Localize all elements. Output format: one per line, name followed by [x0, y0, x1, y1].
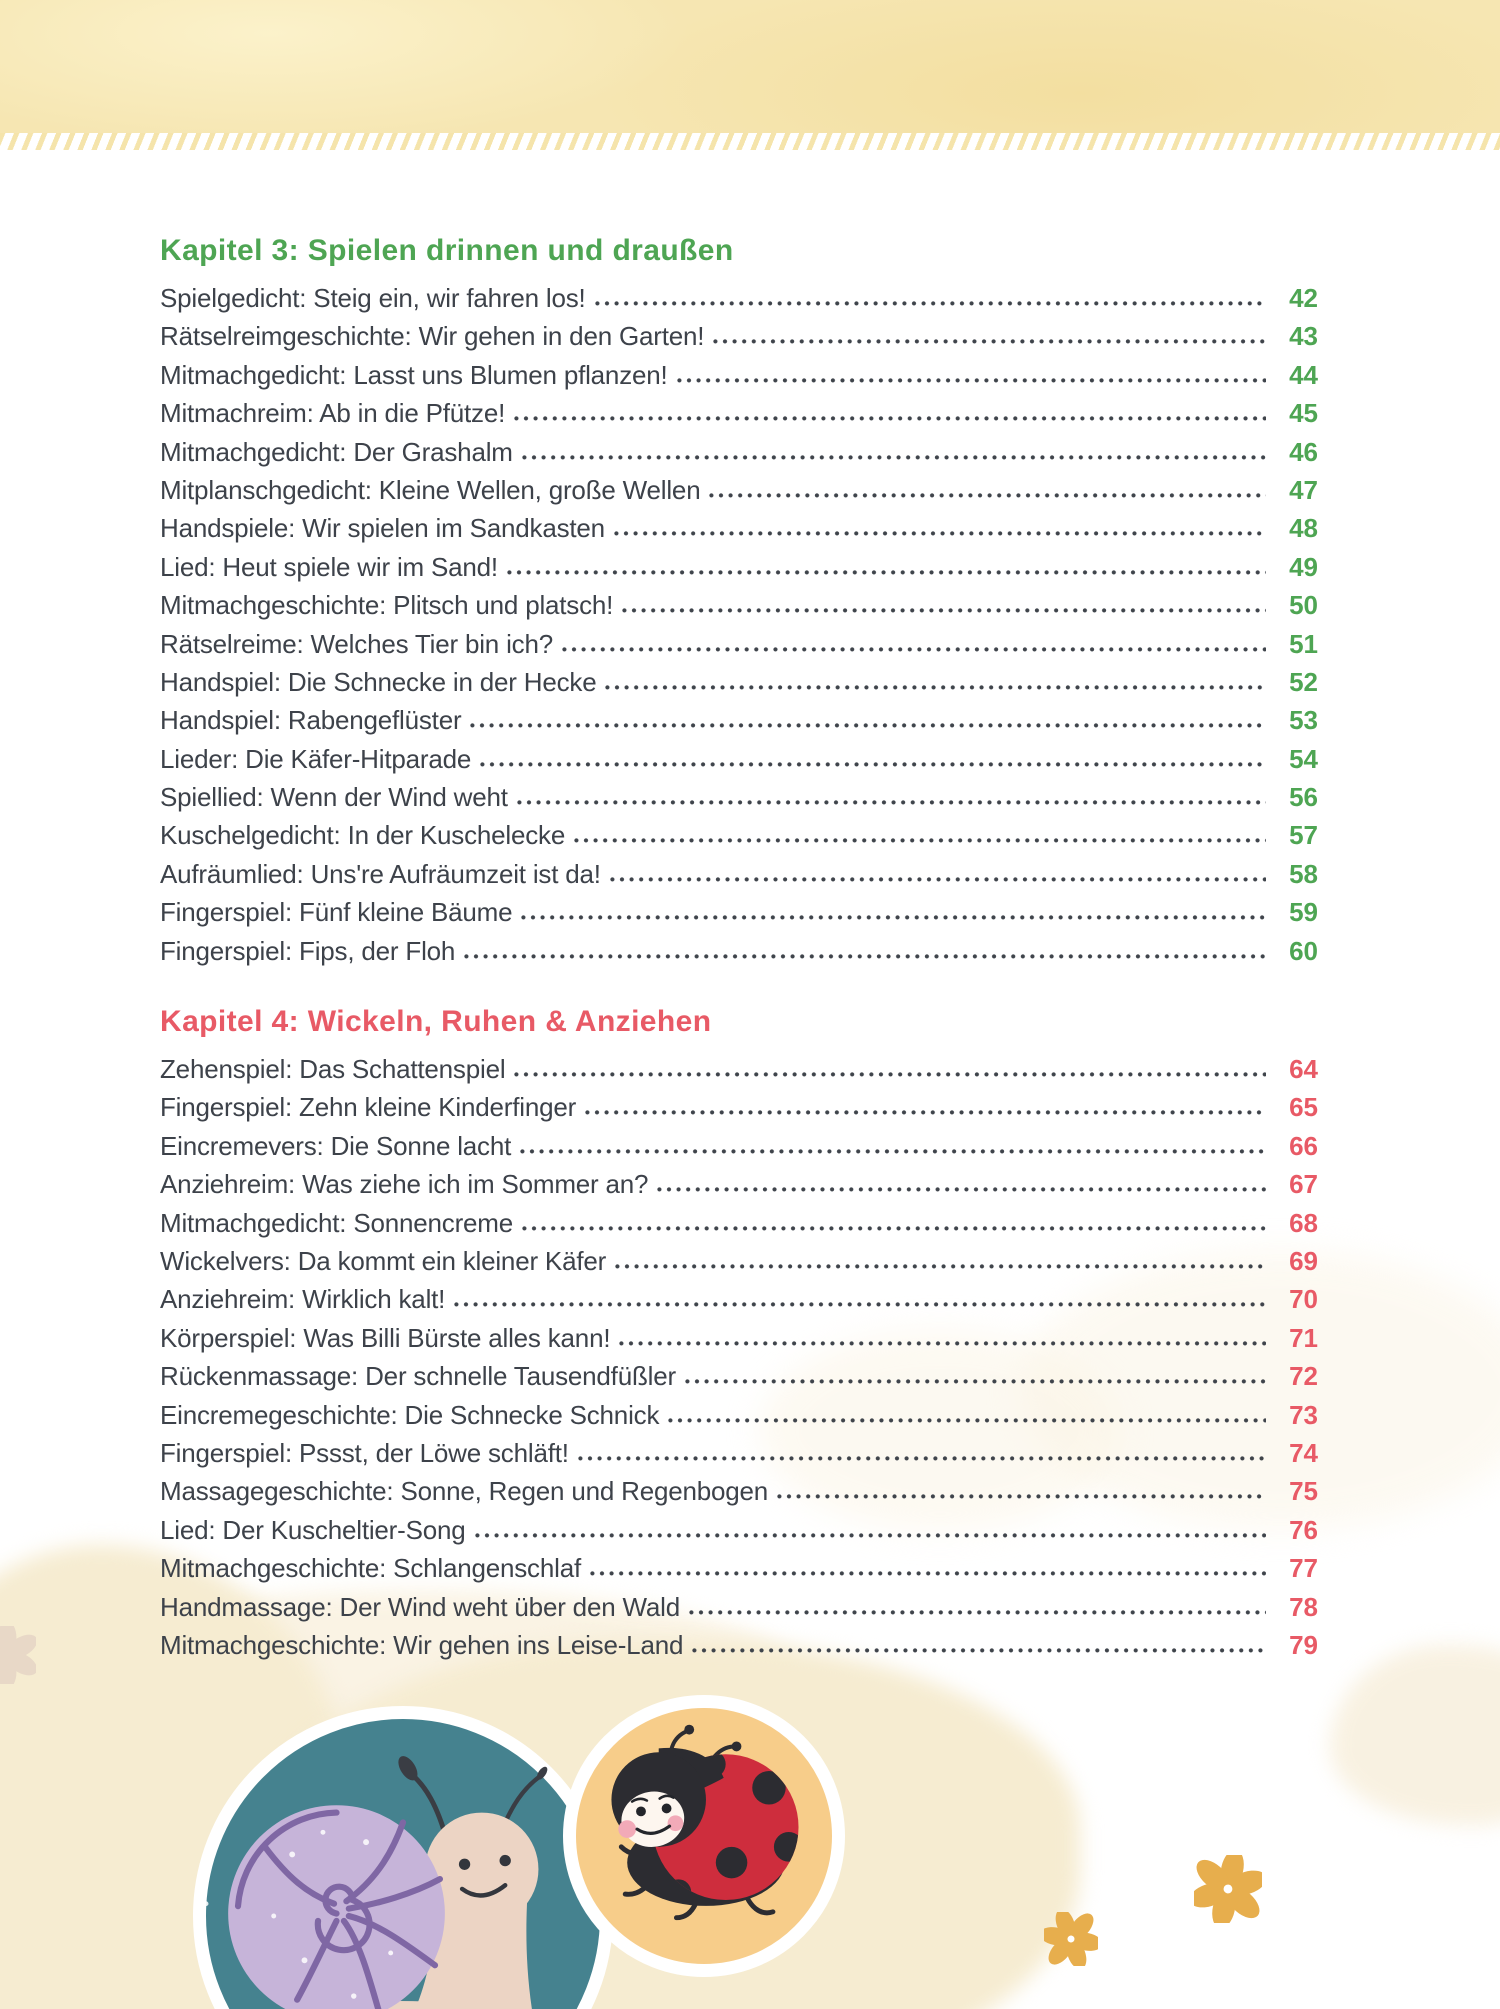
flower-icon: [0, 1626, 36, 1684]
toc-entry-label: Mitmachgeschichte: Wir gehen ins Leise-Land: [160, 1629, 684, 1660]
toc-entry: [160, 1127, 1318, 1165]
toc-entry-label: Mitmachgeschichte: Schlangenschlaf: [160, 1553, 581, 1584]
dot-leader: [522, 455, 1266, 460]
toc-entry: [160, 1165, 1318, 1203]
dot-leader: [454, 1302, 1266, 1307]
toc-entry: [160, 1511, 1318, 1549]
toc-entry: [160, 1242, 1318, 1280]
dot-leader: [521, 915, 1266, 920]
chapter-title: Kapitel 3: Spielen drinnen und draußen: [160, 234, 734, 267]
chapter-title: Kapitel 4: Wickeln, Ruhen & Anziehen: [160, 1005, 712, 1039]
toc-entry: [160, 701, 1318, 739]
toc-entry-label: Massagegeschichte: Sonne, Regen und Regenbogen: [160, 1476, 769, 1507]
toc-entry-label: Spielgedicht: Steig ein, wir fahren los!: [160, 283, 586, 313]
toc-entry-label: Körperspiel: Was Billi Bürste alles kann!: [160, 1322, 611, 1353]
toc-entry: [160, 625, 1318, 663]
toc-entry-page-number: 76: [1289, 1514, 1318, 1545]
toc-entry-label: Lieder: Die Käfer-Hitparade: [160, 743, 472, 774]
ladybug-icon: [576, 1708, 832, 1964]
toc-entry-label: Handspiel: Rabengeflüster: [160, 705, 462, 736]
toc-entry-page-number: 65: [1289, 1092, 1318, 1123]
toc-entry-page-number: 49: [1289, 551, 1318, 582]
toc-entry: [160, 433, 1318, 471]
toc-entry-page-number: 77: [1289, 1553, 1318, 1584]
toc-entry: [160, 471, 1318, 509]
dot-leader: [777, 1494, 1266, 1499]
dot-leader: [562, 647, 1266, 652]
toc-entry-label: Kuschelgedicht: In der Kuschelecke: [160, 820, 566, 851]
toc-entry-page-number: 52: [1289, 666, 1318, 697]
dot-leader: [605, 685, 1266, 690]
table-of-contents: [160, 233, 1318, 1664]
toc-entry-label: Anziehreim: Was ziehe ich im Sommer an?: [160, 1169, 649, 1200]
flower-icon: [1044, 1912, 1098, 1966]
dot-leader: [622, 608, 1266, 613]
snail-illustration: [193, 1706, 613, 2009]
toc-entry-label: Lied: Heut spiele wir im Sand!: [160, 551, 498, 582]
toc-entry-page-number: 50: [1289, 590, 1318, 621]
dot-leader: [574, 838, 1266, 843]
toc-entry: [160, 1472, 1318, 1510]
toc-entry: [160, 932, 1318, 970]
dot-leader: [689, 1610, 1266, 1615]
toc-entry-label: Fingerspiel: Zehn kleine Kinderfinger: [160, 1092, 577, 1123]
dot-leader: [595, 301, 1266, 306]
toc-entry-label: Mitmachgedicht: Lasst uns Blumen pflanzen!: [160, 359, 668, 390]
toc-entry-label: Handspiele: Wir spielen im Sandkasten: [160, 513, 605, 544]
toc-entry-page-number: 70: [1289, 1284, 1318, 1315]
toc-entry-label: Fingerspiel: Fips, der Floh: [160, 935, 456, 966]
toc-entry-label: Lied: Der Kuscheltier-Song: [160, 1514, 466, 1545]
toc-entry: [160, 356, 1318, 394]
toc-entry-page-number: 68: [1289, 1207, 1318, 1238]
toc-entry-page-number: 66: [1289, 1130, 1318, 1161]
toc-entry-page-number: 59: [1289, 897, 1318, 928]
toc-entry: [160, 1050, 1318, 1088]
toc-entry: [160, 740, 1318, 778]
dot-leader: [514, 416, 1266, 421]
toc-entry-label: Fingerspiel: Fünf kleine Bäume: [160, 897, 513, 928]
toc-entry-label: Wickelvers: Da kommt ein kleiner Käfer: [160, 1245, 607, 1276]
dot-leader: [517, 800, 1266, 805]
toc-entry-label: Eincremegeschichte: Die Schnecke Schnick: [160, 1399, 660, 1430]
toc-entry-page-number: 43: [1289, 321, 1318, 352]
toc-entry-page-number: 56: [1289, 782, 1318, 813]
toc-entry: [160, 1396, 1318, 1434]
toc-entry-page-number: 64: [1289, 1054, 1318, 1085]
chapter-entries: [160, 1050, 1318, 1664]
dot-leader: [713, 339, 1266, 344]
toc-entry: [160, 586, 1318, 624]
dot-leader: [614, 531, 1266, 536]
toc-entry: [160, 1204, 1318, 1242]
toc-entry: [160, 1626, 1318, 1664]
toc-entry-label: Mitmachreim: Ab in die Pfütze!: [160, 398, 506, 429]
toc-entry-label: Handmassage: Der Wind weht über den Wald: [160, 1591, 680, 1622]
dot-leader: [709, 493, 1266, 498]
dot-leader: [507, 570, 1266, 575]
dot-leader: [657, 1187, 1266, 1192]
toc-entry: [160, 1357, 1318, 1395]
toc-entry: [160, 548, 1318, 586]
toc-entry-page-number: 47: [1289, 474, 1318, 505]
toc-entry-page-number: 48: [1289, 513, 1318, 544]
toc-entry: [160, 663, 1318, 701]
dot-leader: [615, 1264, 1266, 1269]
toc-entry: [160, 855, 1318, 893]
toc-entry-page-number: 74: [1289, 1437, 1318, 1468]
toc-entry: [160, 1088, 1318, 1126]
toc-entry-label: Anziehreim: Wirklich kalt!: [160, 1284, 446, 1315]
snail-icon: [206, 1719, 600, 2009]
toc-entry: [160, 1434, 1318, 1472]
dot-leader: [475, 1533, 1266, 1538]
dot-leader: [610, 877, 1266, 882]
toc-entry-label: Zehenspiel: Das Schattenspiel: [160, 1054, 506, 1085]
toc-entry-page-number: 67: [1289, 1169, 1318, 1200]
toc-entry-label: Eincremevers: Die Sonne lacht: [160, 1130, 512, 1161]
dot-leader: [514, 1072, 1266, 1077]
toc-entry-page-number: 44: [1289, 359, 1318, 390]
toc-entry-label: Mitmachgeschichte: Plitsch und platsch!: [160, 590, 614, 621]
toc-entry-page-number: 60: [1289, 935, 1318, 966]
watercolor-blob: [1330, 1645, 1500, 1825]
toc-entry-page-number: 71: [1289, 1322, 1318, 1353]
toc-entry: [160, 778, 1318, 816]
chapter-section: [160, 1004, 1318, 1664]
toc-entry-page-number: 42: [1289, 283, 1318, 313]
dot-leader: [480, 762, 1266, 767]
toc-entry-label: Aufräumlied: Uns're Aufräumzeit ist da!: [160, 858, 601, 889]
toc-entry-label: Mitmachgedicht: Sonnencreme: [160, 1207, 514, 1238]
toc-entry: [160, 1588, 1318, 1626]
dot-leader: [685, 1379, 1266, 1384]
toc-entry-label: Rätselreimgeschichte: Wir gehen in den Garten!: [160, 321, 705, 352]
toc-entry: [160, 279, 1318, 317]
toc-entry-page-number: 54: [1289, 743, 1318, 774]
toc-entry-page-number: 45: [1289, 398, 1318, 429]
toc-entry-label: Mitmachgedicht: Der Grashalm: [160, 436, 513, 467]
toc-entry: [160, 816, 1318, 854]
header-watercolor-band: [0, 0, 1500, 133]
dot-leader: [619, 1341, 1266, 1346]
toc-entry: [160, 1549, 1318, 1587]
toc-entry-page-number: 53: [1289, 705, 1318, 736]
dot-leader: [590, 1571, 1266, 1576]
chapter-entries: [160, 279, 1318, 970]
toc-entry-label: Spiellied: Wenn der Wind weht: [160, 782, 508, 813]
toc-entry-page-number: 51: [1289, 628, 1318, 659]
toc-entry: [160, 893, 1318, 931]
toc-entry: [160, 1280, 1318, 1318]
toc-entry-page-number: 58: [1289, 858, 1318, 889]
toc-entry: [160, 317, 1318, 355]
dot-leader: [585, 1110, 1266, 1115]
flower-icon: [1194, 1855, 1262, 1923]
dot-leader: [464, 954, 1266, 959]
toc-entry: [160, 509, 1318, 547]
toc-entry-page-number: 46: [1289, 436, 1318, 467]
toc-entry-label: Rätselreime: Welches Tier bin ich?: [160, 628, 553, 659]
dot-leader: [692, 1648, 1266, 1653]
toc-entry-label: Rückenmassage: Der schnelle Tausendfüßler: [160, 1361, 676, 1392]
toc-entry-label: Handspiel: Die Schnecke in der Hecke: [160, 666, 597, 697]
dot-leader: [520, 1149, 1266, 1154]
toc-entry-page-number: 69: [1289, 1245, 1318, 1276]
dot-leader: [668, 1418, 1266, 1423]
toc-entry-page-number: 57: [1289, 820, 1318, 851]
chapter-section: [160, 233, 1318, 970]
dot-leader: [677, 378, 1266, 383]
toc-entry-page-number: 72: [1289, 1361, 1318, 1392]
toc-entry-label: Mitplanschgedicht: Kleine Wellen, große Wellen: [160, 474, 701, 505]
toc-entry-label: Fingerspiel: Pssst, der Löwe schläft!: [160, 1437, 569, 1468]
toc-entry-page-number: 78: [1289, 1591, 1318, 1622]
toc-entry-page-number: 75: [1289, 1476, 1318, 1507]
toc-entry-page-number: 79: [1289, 1629, 1318, 1660]
dot-leader: [522, 1226, 1266, 1231]
toc-entry-page-number: 73: [1289, 1399, 1318, 1430]
ladybug-illustration: [563, 1695, 845, 1977]
zigzag-border: [0, 133, 1500, 150]
dot-leader: [578, 1456, 1266, 1461]
toc-entry: [160, 394, 1318, 432]
toc-entry: [160, 1319, 1318, 1357]
dot-leader: [470, 723, 1266, 728]
